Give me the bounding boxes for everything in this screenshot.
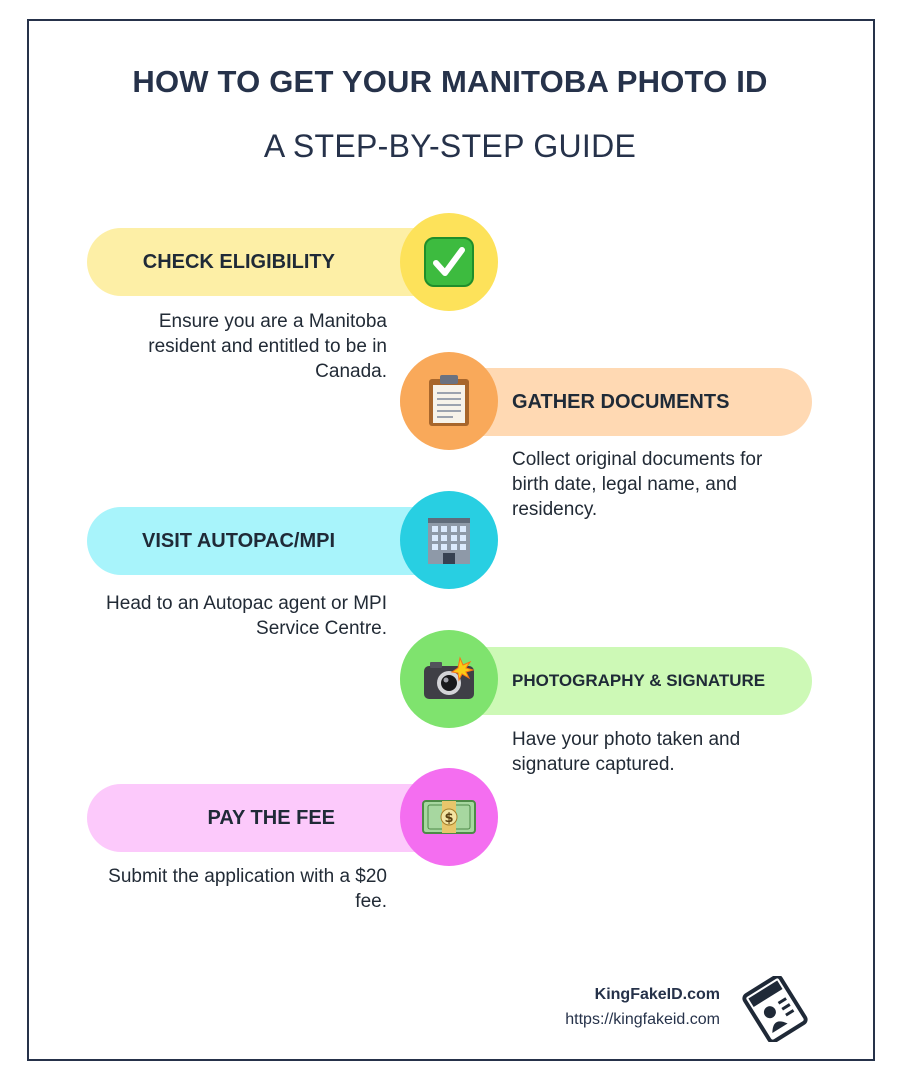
dollar-banknote-icon [422,798,476,836]
identity-card-logo-icon [742,976,808,1042]
page-subtitle: A STEP-BY-STEP GUIDE [263,128,637,164]
step-gather-documents-description: Collect original documents for birth date, legal name, and residency. [512,449,763,520]
step-check-eligibility-pill [87,228,447,296]
check-mark-icon [423,236,475,288]
step-gather-documents-circle [400,352,498,450]
step-visit-autopac-circle [400,491,498,589]
svg-text:$: $ [444,811,454,826]
step-label: PHOTOGRAPHY & SIGNATURE [512,671,766,690]
step-label: CHECK ELIGIBILITY [142,250,335,273]
step-pay-fee-circle [400,768,498,866]
step-check-eligibility-circle [400,213,498,311]
step-visit-autopac-description: Head to an Autopac agent or MPI Service Centre. [106,593,387,639]
step-photography-signature-circle [400,630,498,728]
step-visit-autopac-pill [87,507,447,575]
page-title: HOW TO GET YOUR MANITOBA PHOTO ID [132,64,768,99]
office-building-icon [424,514,474,566]
step-pay-fee-pill [87,784,447,852]
clipboard-icon [427,374,471,428]
camera-flash-icon [422,656,476,702]
step-label: VISIT AUTOPAC/MPI [142,529,335,552]
step-photography-signature-description: Have your photo taken and signature captured. [512,729,741,775]
step-check-eligibility-description: Ensure you are a Manitoba resident and entitled to be in Canada. [148,311,387,382]
step-label: GATHER DOCUMENTS [512,390,730,413]
brand-name: KingFakeID.com [594,986,720,1003]
brand-url-link[interactable]: https://kingfakeid.com [565,1011,720,1028]
step-pay-fee-description: Submit the application with a $20 fee. [108,866,387,912]
step-label: PAY THE FEE [207,806,335,829]
